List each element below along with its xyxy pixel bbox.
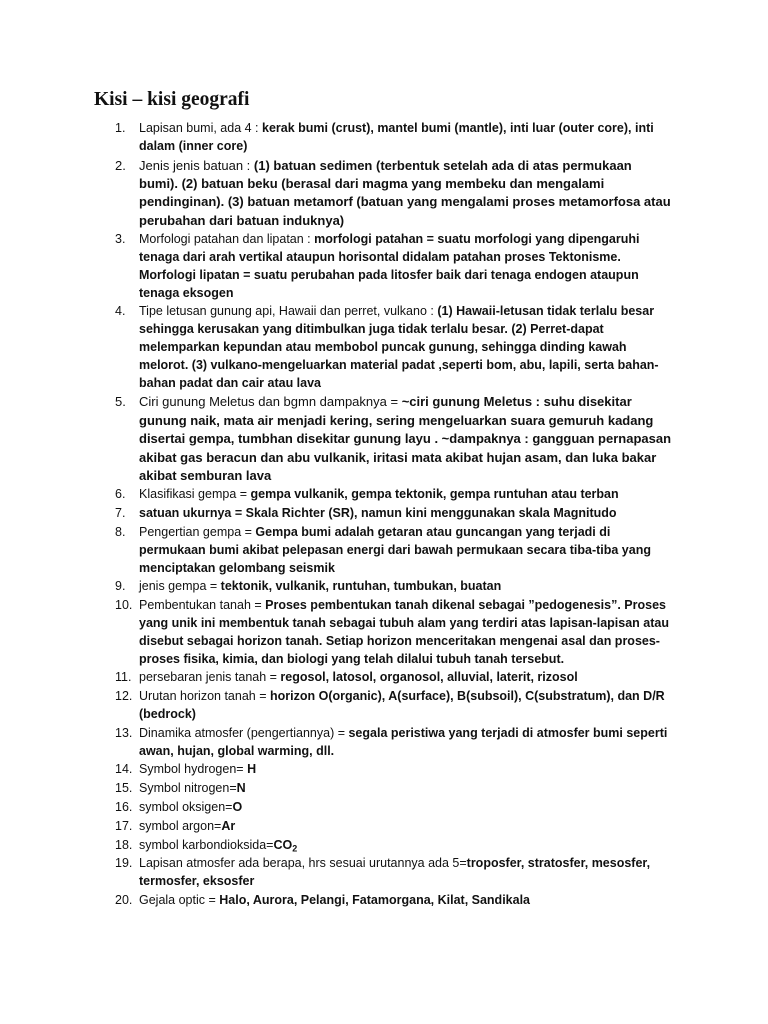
list-item-17 bbox=[0, 818, 768, 836]
item-number: 12. bbox=[115, 689, 133, 704]
list-item-9 bbox=[0, 578, 768, 596]
list-item-20 bbox=[0, 892, 768, 910]
item-question: symbol oksigen= bbox=[139, 799, 233, 814]
item-answer: O bbox=[232, 799, 243, 814]
item-question: symbol argon= bbox=[139, 818, 222, 833]
list-item-16 bbox=[0, 799, 768, 817]
item-question: Tipe letusan gunung api, Hawaii dan perret, vulkano : bbox=[139, 304, 438, 319]
item-number: 1. bbox=[115, 121, 126, 135]
item-question: Symbol nitrogen= bbox=[139, 781, 237, 796]
item-number: 15. bbox=[115, 781, 133, 796]
item-answer: gempa vulkanik, gempa tektonik, gempa runtuhan atau terban bbox=[250, 487, 619, 502]
item-question: Jenis jenis batuan : bbox=[139, 157, 254, 173]
list-item-13 bbox=[0, 725, 768, 761]
item-number: 7. bbox=[115, 506, 126, 521]
item-answer: CO bbox=[273, 837, 293, 852]
list-item-10 bbox=[0, 597, 768, 668]
item-number: 5. bbox=[115, 394, 126, 410]
list-item-7 bbox=[0, 505, 768, 523]
item-number: 20. bbox=[115, 892, 133, 907]
item-number: 18. bbox=[115, 837, 133, 852]
item-answer: regosol, latosol, organosol, alluvial, laterit, rizosol bbox=[280, 670, 578, 685]
item-answer: satuan ukurnya = Skala Richter (SR), namun kini menggunakan skala Magnitudo bbox=[139, 506, 617, 521]
item-answer: Ar bbox=[221, 818, 236, 833]
item-question: Lapisan atmosfer ada berapa, hrs sesuai urutannya ada 5= bbox=[139, 856, 467, 871]
item-question: jenis gempa = bbox=[139, 579, 221, 594]
item-number: 10. bbox=[115, 598, 133, 613]
item-question: Ciri gunung Meletus dan bgmn dampaknya = bbox=[139, 394, 402, 410]
list-item-15 bbox=[0, 780, 768, 798]
item-answer: kerak bumi (crust), mantel bumi (mantle), inti luar (outer core), inti dalam (inner core) bbox=[139, 121, 654, 153]
item-number: 11. bbox=[115, 670, 132, 685]
item-question: Klasifikasi gempa = bbox=[139, 487, 251, 502]
list-item-11 bbox=[0, 669, 768, 687]
item-answer: horizon O(organic), A(surface), B(subsoil), C(substratum), dan D/R (bedrock) bbox=[139, 689, 665, 721]
item-answer: morfologi patahan = suatu morfologi yang dipengaruhi tenaga dari arah vertikal ataupun horisontal didalam patahan proses Tektonisme. Morfologi lipatan = suatu perubahan pada litosfer baik dari tenaga endogen ataupun tenaga eksogen bbox=[139, 232, 640, 300]
list-item-8 bbox=[0, 524, 768, 577]
item-number: 3. bbox=[115, 232, 126, 247]
item-number: 17. bbox=[115, 818, 133, 833]
item-question: Pengertian gempa = bbox=[139, 525, 256, 540]
item-answer: Halo, Aurora, Pelangi, Fatamorgana, Kilat, Sandikala bbox=[219, 892, 530, 907]
item-question: persebaran jenis tanah = bbox=[139, 670, 281, 685]
list-item-3 bbox=[0, 231, 768, 302]
item-answer: Proses pembentukan tanah dikenal sebagai ”pedogenesis”. Proses yang unik ini membentuk tanah sebagai tubuh alam yang terdiri atas lapisan-lapisan atau disebut sebagai horizon tanah. Setiap horizon menceritakan mengenai asal dan proses-proses fisika, kimia, dan biologi yang telah dilalui tubuh tanah tersebut. bbox=[139, 598, 669, 666]
list-item-5 bbox=[0, 393, 768, 485]
item-answer: tektonik, vulkanik, runtuhan, tumbukan, buatan bbox=[220, 579, 502, 594]
list-item-2 bbox=[0, 157, 768, 231]
list-item-14 bbox=[0, 761, 768, 779]
item-answer: troposfer, stratosfer, mesosfer, termosfer, eksosfer bbox=[139, 856, 651, 889]
item-answer: (1) Hawaii-letusan tidak terlalu besar sehingga kerusakan yang ditimbulkan juga tidak terlalu besar. (2) Perret-dapat melemparkan kepundan atau membobol puncak gunung, sehingga dinding kawah melorot. (3) vulkano-mengeluarkan material padat ,seperti bom, abu, lapili, serta bahan-bahan padat dan cair atau lava bbox=[139, 304, 659, 390]
list-item-4 bbox=[0, 303, 768, 392]
item-number: 4. bbox=[115, 304, 126, 319]
item-number: 16. bbox=[115, 799, 133, 814]
item-number: 14. bbox=[115, 762, 133, 777]
list-item-1 bbox=[0, 120, 768, 156]
list-item-18 bbox=[0, 837, 768, 855]
item-answer-subscript: 2 bbox=[292, 842, 298, 853]
item-number: 2. bbox=[115, 157, 126, 173]
item-answer: Gempa bumi adalah getaran atau guncangan yang terjadi di permukaan bumi akibat pelepasan energi dari bawah permukaan secara tiba-tiba yang menciptakan gelombang seismik bbox=[139, 525, 651, 575]
item-number: 9. bbox=[115, 579, 126, 594]
item-answer: ~ciri gunung Meletus : suhu disekitar gunung naik, mata air menjadi kering, sering mengeluarkan suara gemuruh kadang disertai gempa, tumbhan disekitar gunung layu . ~dampaknya : gangguan pernapasan akibat gas beracun dan abu vulkanik, iritasi mata akibat hujan asam, dan luka bakar akibat semburan lava bbox=[139, 394, 672, 484]
list-item-19 bbox=[0, 855, 768, 891]
item-question: Symbol hydrogen= bbox=[139, 762, 248, 777]
item-question: symbol karbondioksida= bbox=[139, 837, 274, 852]
question-list bbox=[0, 120, 768, 911]
item-question: Morfologi patahan dan lipatan : bbox=[139, 232, 315, 247]
item-answer: segala peristiwa yang terjadi di atmosfer bumi seperti awan, hujan, global warming, dll. bbox=[139, 725, 668, 758]
item-answer: (1) batuan sedimen (terbentuk setelah ada di atas permukaan bumi). (2) batuan beku (berasal dari magma yang membeku dan mengalami pendinginan). (3) batuan metamorf (batuan yang mengalami proses metamorfosa atau perubahan dari batuan induknya) bbox=[139, 157, 671, 228]
item-question: Urutan horizon tanah = bbox=[139, 689, 270, 704]
list-item-12 bbox=[0, 688, 768, 724]
item-number: 13. bbox=[115, 725, 133, 740]
item-number: 6. bbox=[115, 487, 126, 502]
list-item-6 bbox=[0, 486, 768, 504]
item-answer: H bbox=[247, 762, 257, 777]
item-number: 8. bbox=[115, 525, 126, 540]
item-question: Gejala optic = bbox=[139, 892, 220, 907]
item-number: 19. bbox=[115, 856, 133, 871]
item-question: Lapisan bumi, ada 4 : bbox=[139, 121, 262, 135]
item-answer: N bbox=[236, 781, 246, 796]
item-question: Pembentukan tanah = bbox=[139, 598, 266, 613]
item-question: Dinamika atmosfer (pengertiannya) = bbox=[139, 725, 349, 740]
document-title: Kisi – kisi geografi bbox=[94, 89, 250, 110]
